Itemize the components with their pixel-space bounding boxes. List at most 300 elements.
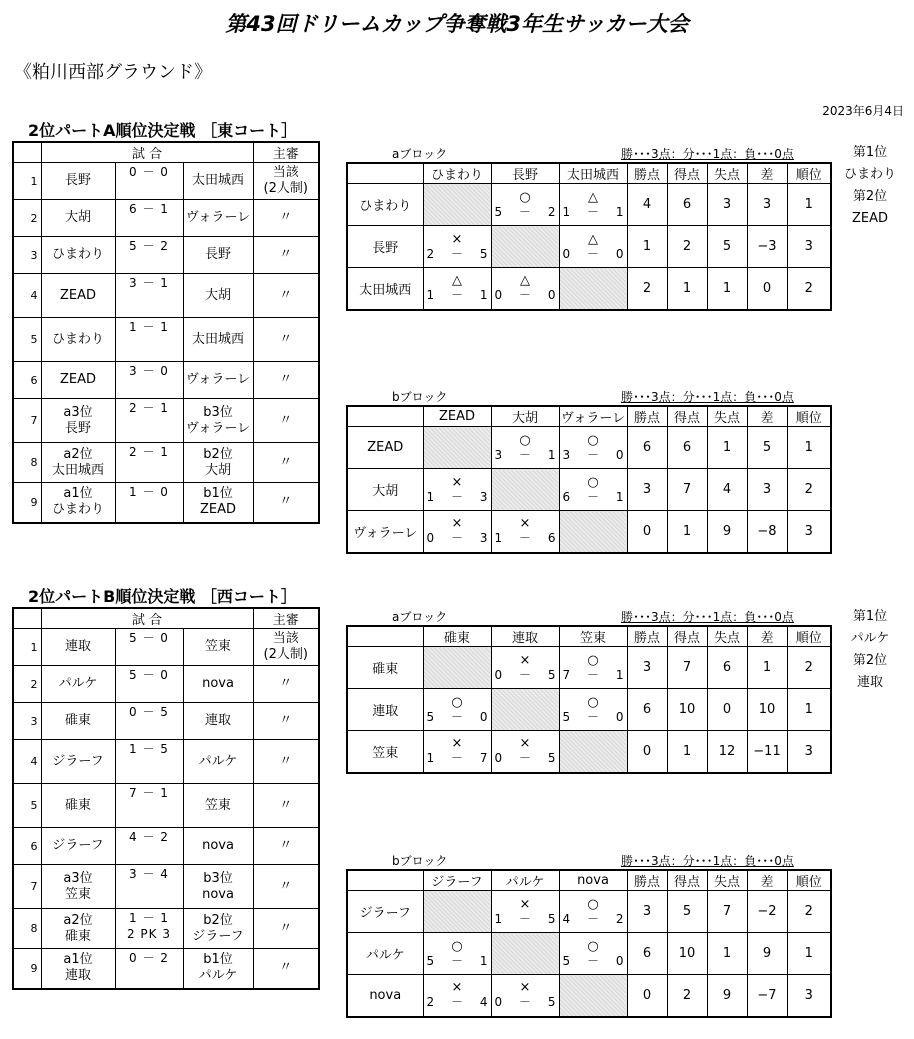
stat-cell: 10 (667, 933, 707, 975)
result-score (560, 710, 627, 725)
referee: 当該 (2人制) (253, 163, 319, 200)
score-dash: － (518, 667, 531, 682)
block-team-name: ひまわり (347, 184, 423, 226)
stat-cell: 1 (787, 689, 831, 731)
block-column-header: 得点 (667, 626, 707, 647)
match-score: 3 － 0 (115, 362, 183, 399)
match-row (13, 200, 319, 237)
block-header-blank (347, 163, 423, 184)
score-for: 5 (562, 709, 571, 724)
result-cell (491, 184, 559, 226)
stat-cell: 1 (667, 511, 707, 553)
block-column-header: 勝点 (627, 406, 667, 427)
stat-cell: 7 (667, 469, 707, 511)
match-number: 8 (13, 909, 41, 949)
score-for: 4 (562, 911, 571, 926)
self-match-cell (559, 731, 627, 773)
score-dash: － (450, 751, 463, 766)
stat-cell: 1 (747, 647, 787, 689)
away-team: b3位 ヴォラーレ (183, 399, 253, 443)
score-for: 0 (426, 531, 435, 546)
block-table (346, 405, 832, 554)
match-score: 7 － 1 (115, 784, 183, 828)
home-team: a3位 笠東 (41, 865, 115, 909)
final-ranking (842, 606, 898, 694)
score-dash: － (586, 911, 599, 926)
stat-cell: 0 (747, 268, 787, 310)
score-dash: － (450, 288, 463, 303)
score-against: 6 (547, 531, 556, 546)
final-ranking (842, 142, 898, 230)
block-team-name: 連取 (347, 689, 423, 731)
score-for: 0 (494, 667, 503, 682)
block-column-header: 差 (747, 870, 787, 891)
match-number: 4 (13, 740, 41, 784)
match-row (13, 909, 319, 949)
home-team: a1位 連取 (41, 949, 115, 989)
block-column-header: 失点 (707, 626, 747, 647)
self-match-cell (491, 226, 559, 268)
match-table (12, 141, 320, 524)
block-header-blank (347, 626, 423, 647)
result-score (492, 531, 559, 546)
match-header-row (13, 142, 319, 163)
referee: 〃 (253, 865, 319, 909)
stat-cell: 12 (707, 731, 747, 773)
result-cell (559, 427, 627, 469)
block-label: bブロック (392, 390, 448, 404)
stat-cell: 10 (667, 689, 707, 731)
result-cell (423, 226, 491, 268)
block-table (346, 162, 832, 311)
result-cell (423, 469, 491, 511)
header-blank (13, 142, 41, 163)
match-number: 7 (13, 865, 41, 909)
block-header-blank (347, 870, 423, 891)
home-team: ZEAD (41, 274, 115, 318)
result-score (492, 448, 559, 463)
ranking-line: ひまわり (843, 167, 896, 182)
referee: 〃 (253, 666, 319, 703)
away-team: ヴォラーレ (183, 362, 253, 399)
score-dash: － (586, 447, 599, 462)
result-mark: × (519, 896, 531, 912)
match-row (13, 362, 319, 399)
result-score (492, 995, 559, 1010)
score-against: 1 (479, 953, 488, 968)
score-against: 4 (479, 995, 488, 1010)
result-mark: × (451, 474, 463, 490)
stat-cell: 0 (627, 731, 667, 773)
result-mark: ○ (587, 432, 599, 448)
match-number: 2 (13, 666, 41, 703)
block-row (347, 647, 831, 689)
result-cell (491, 268, 559, 310)
result-score (424, 995, 491, 1010)
self-match-cell (559, 511, 627, 553)
self-match-cell (423, 647, 491, 689)
stat-cell: 0 (707, 689, 747, 731)
match-row (13, 828, 319, 865)
stat-cell: −11 (747, 731, 787, 773)
block-column-header: 連取 (491, 626, 559, 647)
away-team: 太田城西 (183, 318, 253, 362)
stat-cell: 1 (707, 268, 747, 310)
referee: 〃 (253, 483, 319, 523)
away-team: nova (183, 828, 253, 865)
ranking-line: 連取 (856, 675, 883, 690)
score-for: 1 (426, 489, 435, 504)
match-table (12, 607, 320, 990)
referee: 〃 (253, 237, 319, 274)
result-mark: × (451, 516, 463, 532)
score-against: 0 (615, 246, 624, 261)
match-row (13, 318, 319, 362)
match-row (13, 740, 319, 784)
score-dash: － (450, 995, 463, 1010)
match-number: 5 (13, 784, 41, 828)
result-score (424, 490, 491, 505)
block-column-header: 差 (747, 626, 787, 647)
stat-cell: 2 (627, 268, 667, 310)
match-row (13, 703, 319, 740)
stat-cell: 9 (707, 511, 747, 553)
block-team-name: 笠東 (347, 731, 423, 773)
referee: 〃 (253, 909, 319, 949)
stat-cell: 1 (667, 268, 707, 310)
away-team: 笠東 (183, 784, 253, 828)
referee: 当該 (2人制) (253, 629, 319, 666)
result-mark: ○ (587, 694, 599, 710)
stat-cell: 9 (747, 933, 787, 975)
block-column-header: 失点 (707, 870, 747, 891)
self-match-cell (491, 689, 559, 731)
match-row (13, 784, 319, 828)
referee: 〃 (253, 740, 319, 784)
score-against: 3 (479, 531, 488, 546)
result-mark: ○ (587, 652, 599, 668)
block-team-name: ZEAD (347, 427, 423, 469)
match-row (13, 483, 319, 523)
block-column-header: 笠東 (559, 626, 627, 647)
score-for: 1 (494, 531, 503, 546)
away-team: 太田城西 (183, 163, 253, 200)
stat-cell: 9 (707, 975, 747, 1017)
score-dash: － (450, 531, 463, 546)
result-cell (491, 975, 559, 1017)
self-match-cell (491, 933, 559, 975)
score-against: 1 (615, 489, 624, 504)
block-label: bブロック (392, 854, 448, 868)
result-cell (559, 469, 627, 511)
date-label: 2023年6月4日 (822, 104, 904, 118)
result-score (560, 205, 627, 220)
stat-cell: 7 (707, 891, 747, 933)
block-team-name: パルケ (347, 933, 423, 975)
stat-cell: 3 (787, 975, 831, 1017)
block-table (346, 625, 832, 774)
block-header-row (347, 626, 831, 647)
block-column-header: 太田城西 (559, 163, 627, 184)
block-header-row (347, 163, 831, 184)
block-row (347, 891, 831, 933)
result-mark: × (519, 652, 531, 668)
stat-cell: 4 (707, 469, 747, 511)
result-cell (423, 933, 491, 975)
block-column-header: 順位 (787, 406, 831, 427)
referee: 〃 (253, 318, 319, 362)
home-team: a2位 碓東 (41, 909, 115, 949)
ranking-line: ZEAD (851, 211, 889, 226)
result-mark: △ (452, 273, 462, 289)
match-score: 6 － 1 (115, 200, 183, 237)
stat-cell: 3 (627, 469, 667, 511)
stat-cell: 1 (707, 933, 747, 975)
block-column-header: 得点 (667, 163, 707, 184)
score-against: 0 (615, 447, 624, 462)
stat-cell: 3 (747, 184, 787, 226)
match-score: 2 － 1 (115, 399, 183, 443)
score-for: 0 (494, 288, 503, 303)
score-dash: － (450, 246, 463, 261)
referee: 〃 (253, 828, 319, 865)
header-referee: 主審 (253, 142, 319, 163)
result-cell (423, 268, 491, 310)
stat-cell: 3 (787, 226, 831, 268)
stat-cell: 3 (747, 469, 787, 511)
score-for: 1 (562, 204, 571, 219)
result-mark: × (451, 231, 463, 247)
home-team: 連取 (41, 629, 115, 666)
block-column-header: パルケ (491, 870, 559, 891)
referee: 〃 (253, 362, 319, 399)
match-number: 6 (13, 362, 41, 399)
result-score (560, 954, 627, 969)
block-column-header: 順位 (787, 626, 831, 647)
score-against: 3 (479, 489, 488, 504)
score-against: 7 (479, 751, 488, 766)
score-dash: － (518, 531, 531, 546)
block-column-header: 順位 (787, 163, 831, 184)
match-header-row (13, 608, 319, 629)
stat-cell: 6 (667, 427, 707, 469)
score-against: 1 (615, 204, 624, 219)
score-for: 0 (562, 246, 571, 261)
section-heading: 2位パートB順位決定戦 ［西コート］ (28, 587, 297, 606)
stat-cell: 1 (667, 731, 707, 773)
ranking-line: 第1位 (852, 145, 888, 160)
block-label: aブロック (392, 610, 448, 624)
home-team: a3位 長野 (41, 399, 115, 443)
self-match-cell (423, 184, 491, 226)
home-team: ひまわり (41, 318, 115, 362)
score-dash: － (586, 246, 599, 261)
stat-cell: 0 (627, 511, 667, 553)
block-column-header: 得点 (667, 406, 707, 427)
result-score (560, 912, 627, 927)
block-column-header: nova (559, 870, 627, 891)
score-for: 3 (494, 447, 503, 462)
match-number: 8 (13, 443, 41, 483)
result-mark: △ (588, 231, 598, 247)
referee: 〃 (253, 703, 319, 740)
header-referee: 主審 (253, 608, 319, 629)
match-number: 9 (13, 483, 41, 523)
stat-cell: 6 (627, 427, 667, 469)
match-number: 4 (13, 274, 41, 318)
block-column-header: ヴォラーレ (559, 406, 627, 427)
points-rule: 勝･･･3点：分･･･1点：負･･･0点 (621, 854, 794, 868)
away-team: 連取 (183, 703, 253, 740)
stat-cell: 3 (787, 511, 831, 553)
stat-cell: 6 (627, 689, 667, 731)
stat-cell: 2 (787, 268, 831, 310)
result-score (492, 288, 559, 303)
score-for: 2 (426, 995, 435, 1010)
score-against: 2 (547, 204, 556, 219)
block-column-header: ZEAD (423, 406, 491, 427)
result-cell (491, 511, 559, 553)
stat-cell: 5 (667, 891, 707, 933)
block-team-name: 長野 (347, 226, 423, 268)
block-row (347, 731, 831, 773)
result-mark: × (519, 980, 531, 996)
block-column-header: 差 (747, 163, 787, 184)
away-team: b2位 大胡 (183, 443, 253, 483)
result-cell (491, 731, 559, 773)
home-team: パルケ (41, 666, 115, 703)
stat-cell: 6 (627, 933, 667, 975)
stat-cell: 1 (627, 226, 667, 268)
result-mark: ○ (451, 938, 463, 954)
block-column-header: 差 (747, 406, 787, 427)
referee: 〃 (253, 200, 319, 237)
result-score (424, 288, 491, 303)
block-label: aブロック (392, 147, 448, 161)
result-score (492, 751, 559, 766)
block-column-header: ひまわり (423, 163, 491, 184)
score-for: 5 (562, 953, 571, 968)
stat-cell: 3 (787, 731, 831, 773)
match-score: 1 － 1 (115, 318, 183, 362)
score-against: 0 (479, 709, 488, 724)
score-for: 7 (562, 667, 571, 682)
result-score (492, 912, 559, 927)
stat-cell: 5 (747, 427, 787, 469)
score-against: 1 (479, 288, 488, 303)
stat-cell: 7 (667, 647, 707, 689)
stat-cell: 2 (787, 891, 831, 933)
score-for: 5 (494, 204, 503, 219)
away-team: パルケ (183, 740, 253, 784)
stat-cell: −8 (747, 511, 787, 553)
result-score (492, 205, 559, 220)
score-for: 1 (494, 911, 503, 926)
home-team: ZEAD (41, 362, 115, 399)
away-team: b1位 ZEAD (183, 483, 253, 523)
match-row (13, 237, 319, 274)
result-mark: ○ (451, 694, 463, 710)
match-row (13, 443, 319, 483)
result-cell (491, 891, 559, 933)
result-cell (559, 226, 627, 268)
block-column-header: 長野 (491, 163, 559, 184)
match-score: 5 － 0 (115, 666, 183, 703)
score-dash: － (450, 709, 463, 724)
ranking-line: 第2位 (852, 653, 888, 668)
score-for: 1 (426, 751, 435, 766)
home-team: 碓東 (41, 703, 115, 740)
points-rule: 勝･･･3点：分･･･1点：負･･･0点 (621, 610, 794, 624)
result-mark: × (451, 980, 463, 996)
score-dash: － (518, 995, 531, 1010)
page-title: 第43回ドリームカップ争奪戦3年生サッカー大会 (225, 12, 689, 36)
home-team: ジラーフ (41, 828, 115, 865)
stat-cell: 1 (787, 933, 831, 975)
result-cell (491, 647, 559, 689)
ranking-line: パルケ (850, 631, 890, 646)
block-column-header: 得点 (667, 870, 707, 891)
section-heading: 2位パートA順位決定戦 ［東コート］ (28, 121, 298, 140)
score-dash: － (518, 447, 531, 462)
score-against: 1 (547, 447, 556, 462)
self-match-cell (423, 891, 491, 933)
stat-cell: 6 (707, 647, 747, 689)
result-score (424, 531, 491, 546)
block-row (347, 689, 831, 731)
block-row (347, 427, 831, 469)
stat-cell: 1 (787, 427, 831, 469)
block-column-header: 勝点 (627, 163, 667, 184)
stat-cell: −7 (747, 975, 787, 1017)
block-team-name: 太田城西 (347, 268, 423, 310)
result-score (424, 954, 491, 969)
score-against: 5 (547, 667, 556, 682)
match-score: 5 － 2 (115, 237, 183, 274)
score-against: 5 (547, 995, 556, 1010)
block-column-header: 順位 (787, 870, 831, 891)
self-match-cell (559, 268, 627, 310)
score-against: 0 (615, 709, 624, 724)
ranking-line: 第1位 (852, 609, 888, 624)
match-number: 6 (13, 828, 41, 865)
home-team: a2位 太田城西 (41, 443, 115, 483)
block-column-header: 大胡 (491, 406, 559, 427)
result-cell (423, 511, 491, 553)
match-row (13, 629, 319, 666)
stat-cell: 2 (667, 975, 707, 1017)
score-for: 0 (494, 995, 503, 1010)
score-against: 1 (615, 667, 624, 682)
stat-cell: 1 (707, 427, 747, 469)
match-row (13, 163, 319, 200)
block-column-header: 勝点 (627, 870, 667, 891)
referee: 〃 (253, 784, 319, 828)
match-number: 1 (13, 629, 41, 666)
match-row (13, 399, 319, 443)
stat-cell: 10 (747, 689, 787, 731)
block-column-header: 勝点 (627, 626, 667, 647)
match-number: 9 (13, 949, 41, 989)
stat-cell: 0 (627, 975, 667, 1017)
stat-cell: 2 (787, 469, 831, 511)
referee: 〃 (253, 949, 319, 989)
block-team-name: 大胡 (347, 469, 423, 511)
match-row (13, 274, 319, 318)
stat-cell: 5 (707, 226, 747, 268)
away-team: 大胡 (183, 274, 253, 318)
match-number: 3 (13, 237, 41, 274)
